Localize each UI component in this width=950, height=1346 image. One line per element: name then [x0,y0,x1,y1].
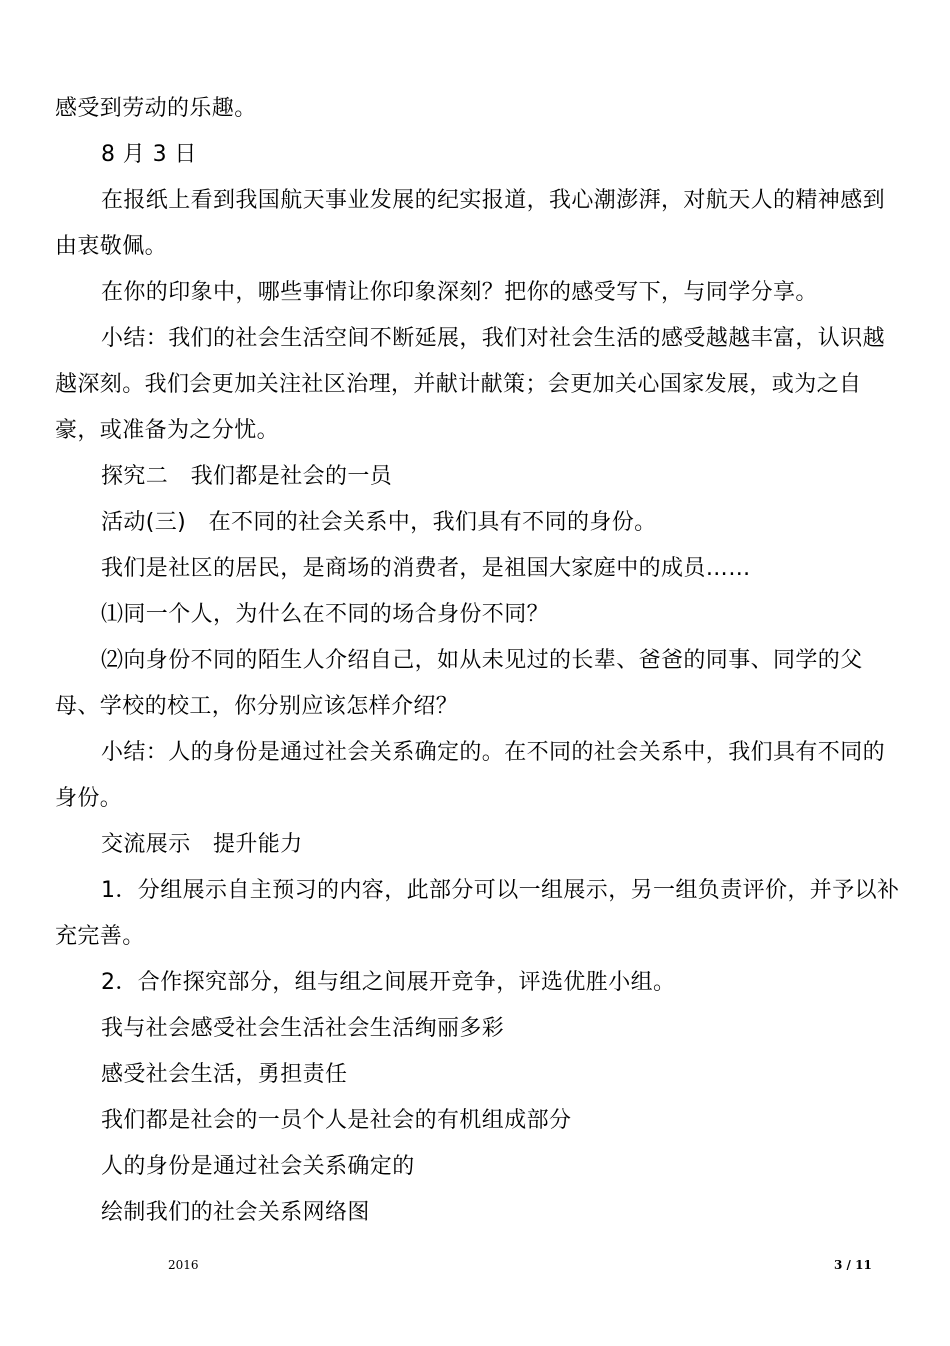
outline-line: 感受社会生活，勇担责任 [101,1062,348,1087]
question-item: ⑴同一个人，为什么在不同的场合身份不同？ [101,602,550,627]
page-number: 3 / 11 [834,1258,872,1272]
question-item: ⑵向身份不同的陌生人介绍自己，如从未见过的长辈、爸爸的同事、同学的父母、学校的校工，你分别应该怎样介绍？ [55,648,863,719]
paragraph: 小结：人的身份是通过社会关系确定的。在不同的社会关系中，我们具有不同的身份。 [55,740,886,811]
list-item: 2．合作探究部分，组与组之间展开竞争，评选优胜小组。 [101,970,676,995]
paragraph: 8 月 3 日 [101,142,197,167]
section-heading: 交流展示 提升能力 [101,832,303,857]
paragraph: 在报纸上看到我国航天事业发展的纪实报道，我心潮澎湃，对航天人的精神感到由衷敬佩。 [55,188,886,259]
paragraph: 在你的印象中，哪些事情让你印象深刻？把你的感受写下，与同学分享。 [101,280,818,305]
outline-line: 人的身份是通过社会关系确定的 [101,1154,415,1179]
outline-line: 我们都是社会的一员个人是社会的有机组成部分 [101,1108,572,1133]
outline-line: 我与社会感受社会生活社会生活绚丽多彩 [101,1016,505,1041]
footer-year: 2016 [168,1258,199,1272]
paragraph: 我们是社区的居民，是商场的消费者，是祖国大家庭中的成员…… [101,556,751,581]
outline-line: 绘制我们的社会关系网络图 [101,1200,370,1225]
section-heading: 探究二 我们都是社会的一员 [101,464,393,489]
activity-heading: 活动(三) 在不同的社会关系中，我们具有不同的身份。 [101,510,657,535]
list-item: 1．分组展示自主预习的内容，此部分可以一组展示，另一组负责评价，并予以补充完善。 [55,878,900,949]
paragraph: 感受到劳动的乐趣。 [55,96,257,121]
document-body [55,86,900,1236]
paragraph: 小结：我们的社会生活空间不断延展，我们对社会生活的感受越越丰富，认识越越深刻。我们会更加关注社区治理，并献计献策；会更加关心国家发展，或为之自豪，或准备为之分忧。 [55,326,886,443]
